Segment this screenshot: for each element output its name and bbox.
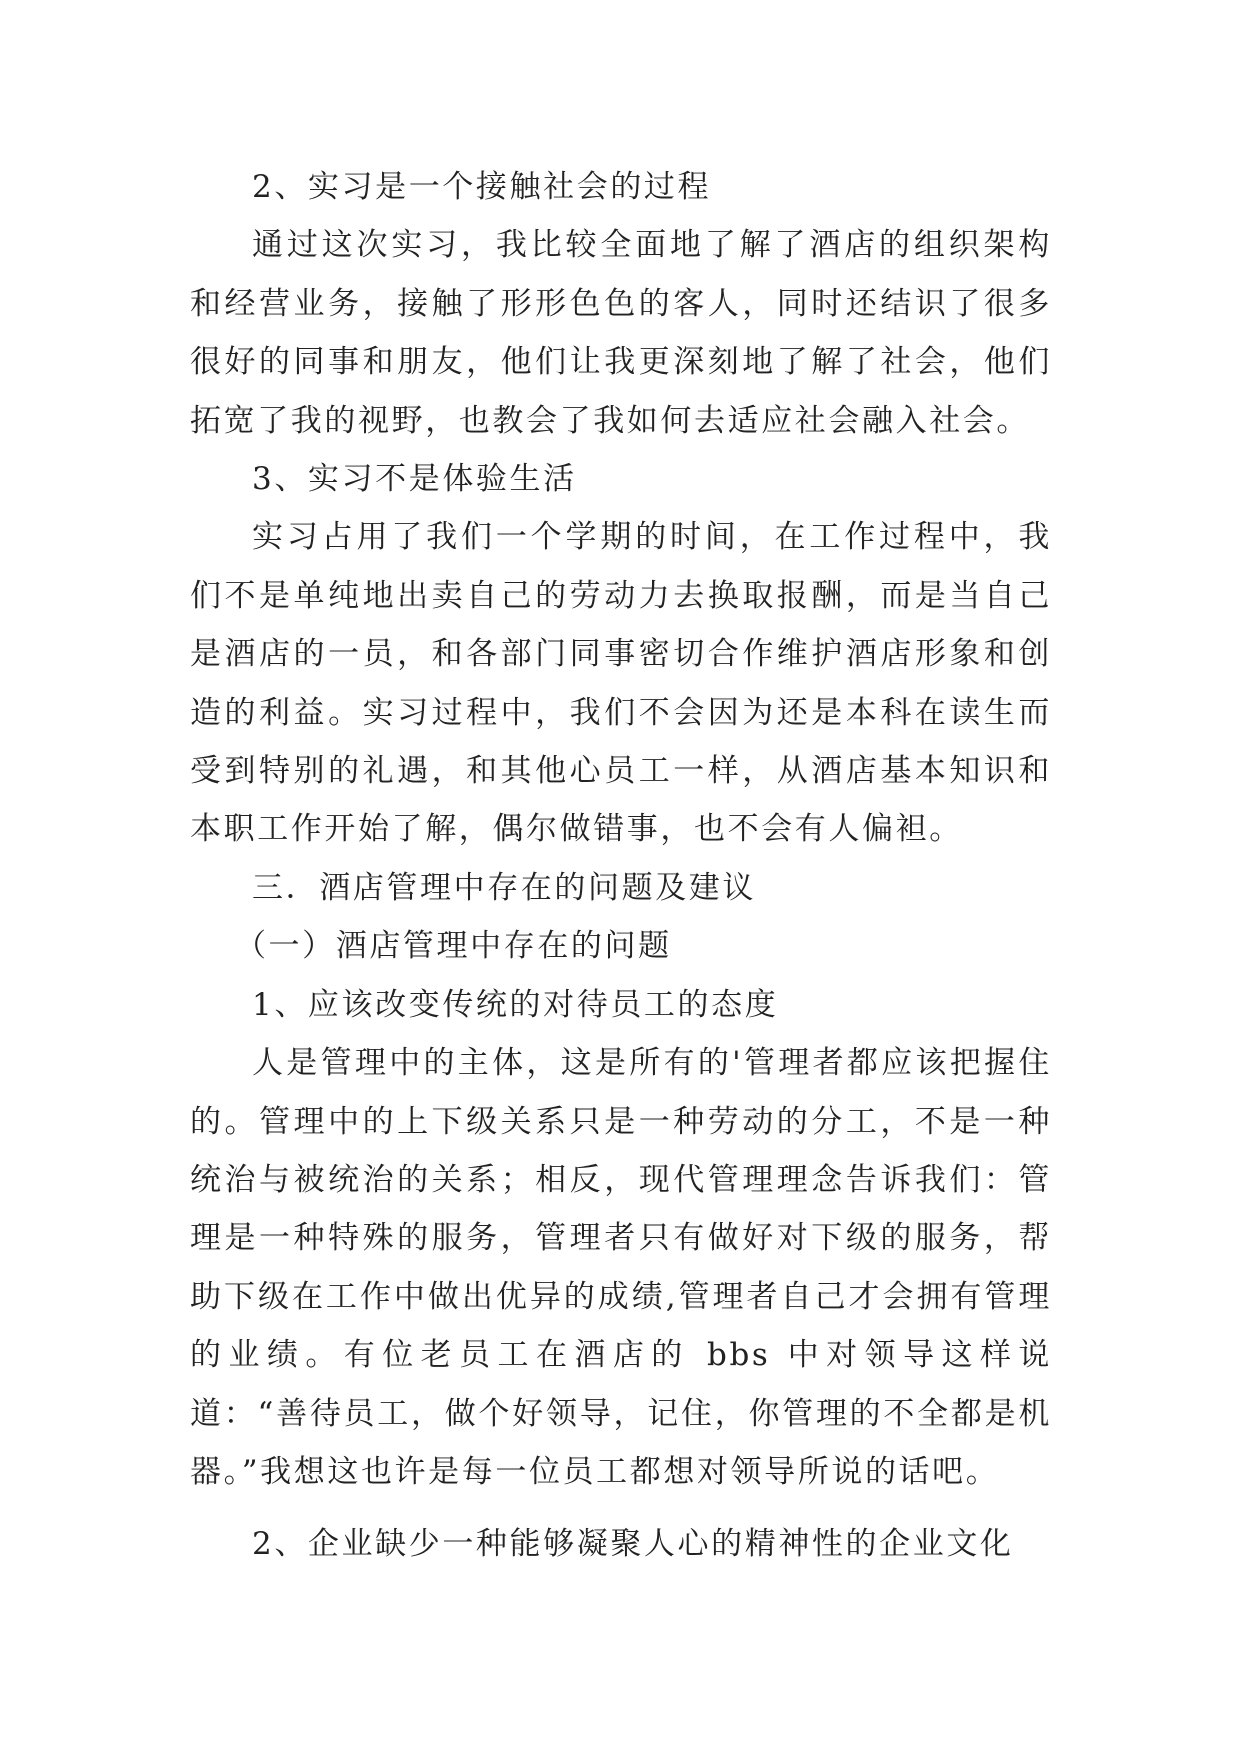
document-body: [190, 158, 1052, 1574]
subheading-lack-culture: 2、企业缺少一种能够凝聚人心的精神性的企业文化: [252, 1526, 1014, 1563]
subheading-internship-not-experience: 3、实习不是体验生活: [252, 461, 577, 498]
paragraph-change-attitude: 人是管理中的主体，这是所有的'管理者都应该把握住的。管理中的上下级关系只是一种劳动的分工，不是一种统治与被统治的关系；相反，现代管理理念告诉我们：管理是一种特殊的服务，管理者只有做好对下级的服务，帮助下级在工作中做出优异的成绩,管理者自己才会拥有管理的业绩。有位老员工在酒店的 bbs 中对领导这样说道：“善待员工，做个好领导，记住，你管理的不全都是机器。”我想这也许是每一位员工都想对领导所说的话吧。: [190, 1045, 1052, 1490]
paragraph-not-experience: 实习占用了我们一个学期的时间，在工作过程中，我们不是单纯地出卖自己的劳动力去换取报酬，而是当自己是酒店的一员，和各部门同事密切合作维护酒店形象和创造的利益。实习过程中，我们不会因为还是本科在读生而受到特别的礼遇，和其他心员工一样，从酒店基本知识和本职工作开始了解，偶尔做错事，也不会有人偏袒。: [190, 519, 1052, 848]
subheading-internship-social-contact: 2、实习是一个接触社会的过程: [252, 169, 712, 205]
section-heading-problems-suggestions: 三．酒店管理中存在的问题及建议: [252, 869, 756, 906]
subheading-change-attitude: 1、应该改变传统的对待员工的态度: [252, 986, 779, 1023]
subsection-heading-problems: （一）酒店管理中存在的问题: [234, 928, 672, 965]
paragraph-social-contact: 通过这次实习，我比较全面地了解了酒店的组织架构和经营业务，接触了形形色色的客人，同时还结识了很多很好的同事和朋友，他们让我更深刻地了解了社会，他们拓宽了我的视野，也教会了我如何去适应社会融入社会。: [190, 227, 1052, 439]
